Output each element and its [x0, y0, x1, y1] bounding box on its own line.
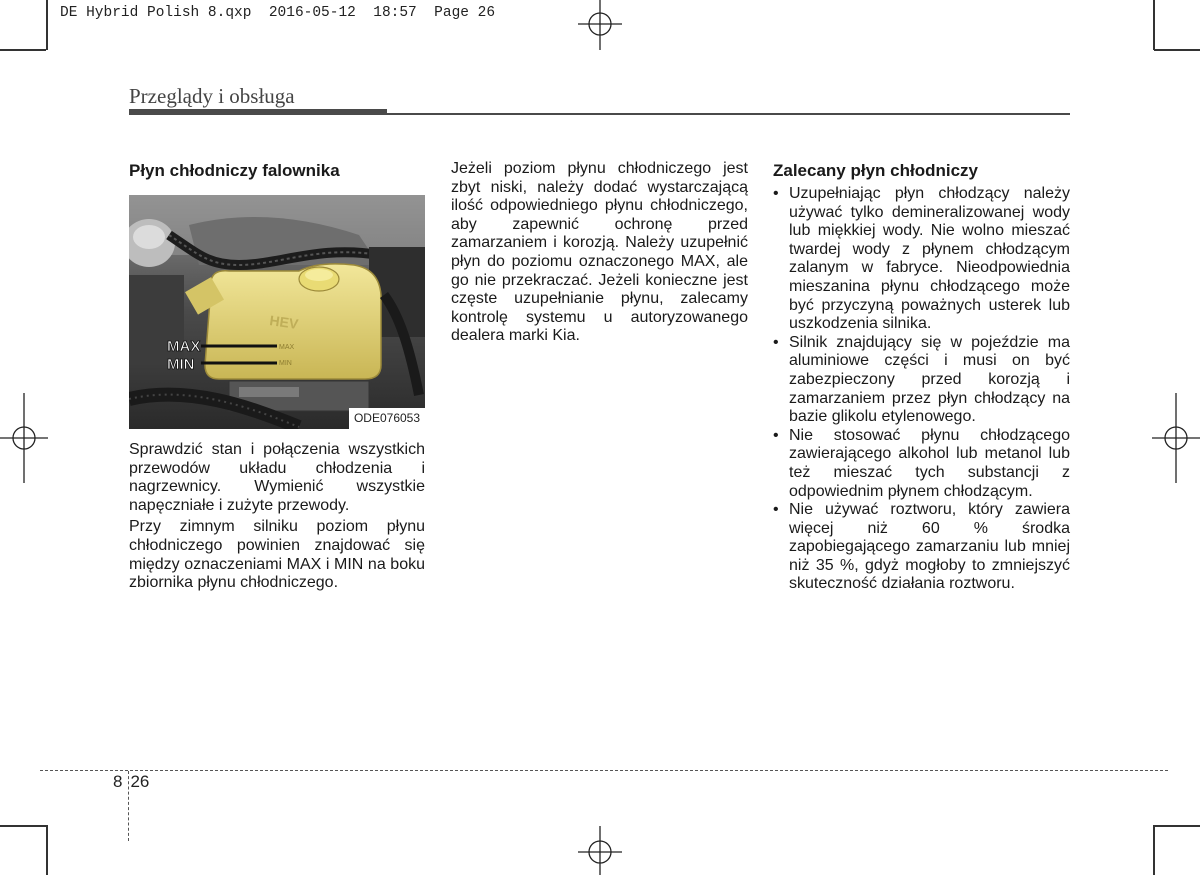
- crop-mark: [1153, 0, 1155, 50]
- crop-mark: [1153, 825, 1155, 875]
- min-label: MIN: [167, 356, 195, 373]
- bullet-icon: •: [773, 185, 779, 202]
- header-rule-thin: [387, 113, 1070, 115]
- tank-max-marking: MAX: [279, 344, 295, 351]
- column-right: [773, 160, 1070, 594]
- crop-mark: [1154, 49, 1200, 51]
- list-item-text: Nie stosować płynu chłodzącego zawierającego alkohol lub metanol lub też mieszać tych substancji z odpowiednim płynem chłodzącym.: [789, 426, 1070, 500]
- engine-bay-photo: [129, 195, 425, 429]
- registration-mark-icon: [1152, 393, 1200, 483]
- print-slug: DE Hybrid Polish 8.qxp 2016-05-12 18:57 Page 26: [60, 5, 496, 21]
- paragraph: Przy zimnym silniku poziom płynu chłodniczego powinien znajdować się między oznaczeniami MAX i MIN na boku zbiornika płynu chłodniczego.: [129, 518, 425, 592]
- crop-mark: [46, 0, 48, 50]
- list-item: [773, 185, 1070, 334]
- bullet-list: [773, 185, 1070, 594]
- bullet-icon: •: [773, 501, 779, 519]
- bullet-icon: •: [773, 426, 779, 444]
- bullet-icon: •: [773, 333, 779, 351]
- max-label: MAX: [167, 338, 201, 355]
- tank-hev-label: HEV: [268, 312, 300, 332]
- footer-divider: [40, 770, 1168, 771]
- column-middle: [451, 160, 748, 349]
- paragraph: Jeżeli poziom płynu chłodniczego jest zbyt niski, należy dodać wystarczającą ilość odpowiedniego płynu chłodniczego, aby zapewnić ochronę przed zamarzaniem i korozją. Należy uzupełnić płyn do poziomu oznaczonego MAX, ale go nie przekraczać. Jeżeli konieczne jest częste uzupełnianie płynu, zalecamy kontrolę systemu u autoryzowanego dealera marki Kia.: [451, 160, 748, 345]
- registration-mark-icon: [575, 826, 625, 875]
- chapter-number: 8: [113, 772, 123, 791]
- list-item-text: Silnik znajdujący się w pojeździe ma aluminiowe części i musi on być zabezpieczony przed korozją i zamarzaniem przez płyn chłodzący na bazie glikolu etylenowego.: [789, 333, 1070, 426]
- list-item-text: Nie używać roztworu, który zawiera więcej niż 60 % środka zapobiegającego zamarzaniu lub mniej niż 35 %, gdyż mogłoby to zmniejszyć skuteczność działania roztworu.: [789, 501, 1070, 593]
- column-left: [129, 160, 425, 596]
- list-item: [773, 501, 1070, 594]
- crop-mark: [0, 49, 46, 51]
- paragraph: Sprawdzić stan i połączenia wszystkich przewodów układu chłodzenia i nagrzewnicy. Wymienić wszystkie napęczniałe i zużyte przewody.: [129, 441, 425, 514]
- list-item-text: Uzupełniając płyn chłodzący należy używać tylko demineralizowanej wody lub miękkiej wody. Nie wolno mieszać twardej wody z płynem chłodzącym zalanym w fabryce. Nieodpowiednia mieszanina płynu chłodzącego może być przyczyną poważnych usterek lub uszkodzenia silnika.: [789, 185, 1070, 333]
- crop-mark: [46, 825, 48, 875]
- crop-mark: [0, 825, 46, 827]
- crop-mark: [1154, 825, 1200, 827]
- section-title: Przeglądy i obsługa: [129, 84, 295, 108]
- heading-recommended-coolant: Zalecany płyn chłodniczy: [773, 161, 979, 180]
- heading-inverter-coolant: Płyn chłodniczy falownika: [129, 161, 340, 180]
- registration-mark-icon: [0, 393, 48, 483]
- registration-mark-icon: [575, 0, 625, 50]
- coolant-reservoir-illustration: [129, 195, 425, 429]
- image-code: ODE076053: [349, 408, 425, 429]
- header-rule-thick: [129, 109, 387, 115]
- page-number: [113, 772, 157, 792]
- list-item: [773, 334, 1070, 427]
- page-number-value: 26: [130, 772, 150, 791]
- list-item: [773, 427, 1070, 501]
- tank-min-marking: MIN: [279, 360, 292, 367]
